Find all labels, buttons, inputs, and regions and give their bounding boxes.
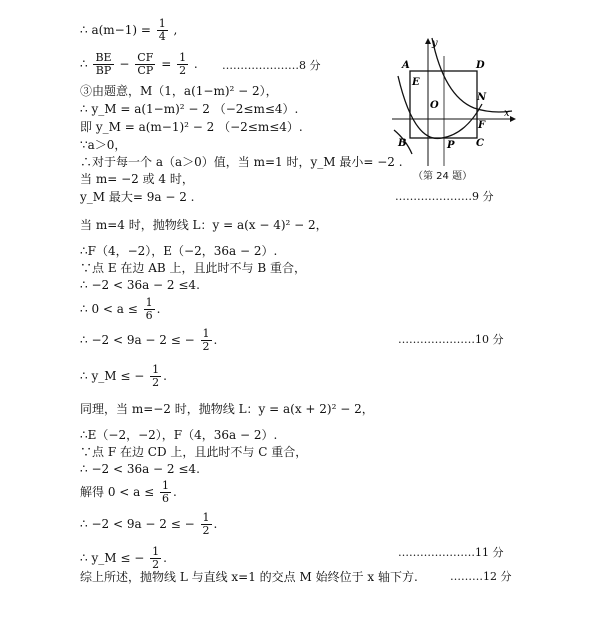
geometry-figure	[392, 36, 522, 171]
label-f: F	[478, 120, 486, 131]
score-12: ………12 分	[450, 570, 512, 583]
x-axis-arrow	[510, 116, 516, 122]
label-a: A	[402, 60, 410, 71]
line-10: 当 m=4 时，抛物线 L：y = a(x − 4)² − 2，	[80, 218, 328, 232]
label-b: B	[398, 138, 407, 149]
line-13: ∴ −2 < 36a − 2 ≤4.	[80, 278, 200, 292]
score-8: …………………8 分	[222, 59, 321, 72]
score-10: …………………10 分	[398, 333, 504, 346]
line-21: 解得 0 < a ≤ $\frac{1}{6}$ .	[80, 479, 177, 505]
fraction-half: $\frac{1}{2}$	[179, 51, 187, 77]
fraction: $\frac{1}{4}$	[158, 17, 166, 43]
line-1-text: ∴ a(m−1) =	[80, 23, 155, 37]
line-23: ∴ y_M ≤ − $\frac{1}{2}$ .	[80, 545, 167, 571]
line-19: ∵点 F 在边 CD 上，且此时不与 C 重合，	[80, 445, 308, 459]
line-18: ∴E（−2，−2），F（4，36a − 2）.	[80, 428, 278, 442]
line-9: y_M 最大= 9a − 2 .	[80, 190, 195, 204]
label-d: D	[476, 60, 485, 71]
fraction: $\frac{1}{6}$	[162, 479, 169, 505]
label-y: y	[432, 38, 438, 49]
fraction-be-bp: $\frac{BE}{BP}$	[95, 51, 112, 77]
line-1: ∴ a(m−1) = $\frac{1}{4}$ ,	[80, 17, 178, 43]
line-17: 同理，当 m=−2 时，抛物线 L：y = a(x + 2)² − 2，	[80, 402, 374, 416]
label-n: N	[477, 92, 487, 103]
fraction: $\frac{1}{2}$	[202, 327, 210, 353]
line-16: ∴ y_M ≤ − $\frac{1}{2}$ .	[80, 363, 167, 389]
fraction: $\frac{1}{6}$	[145, 296, 153, 322]
line-4: ∴ y_M = a(1−m)² − 2 （−2≤m≤4）.	[80, 102, 299, 116]
line-12: ∵点 E 在边 AB 上，且此时不与 B 重合，	[80, 261, 306, 275]
y-axis-arrow	[425, 38, 431, 44]
label-p: P	[447, 140, 455, 151]
label-x: x	[504, 108, 510, 119]
fraction-cf-cp: $\frac{CF}{CP}$	[137, 51, 154, 77]
line-3: ③由题意，M（1，a(1−m)² − 2），	[80, 84, 278, 98]
line-22: ∴ −2 < 9a − 2 ≤ − $\frac{1}{2}$ .	[80, 511, 218, 537]
line-11: ∴F（4，−2），E（−2，36a − 2）.	[80, 244, 278, 258]
label-c: C	[476, 138, 484, 149]
fraction: $\frac{1}{2}$	[152, 545, 160, 571]
fraction: $\frac{1}{2}$	[202, 511, 210, 537]
line-15: ∴ −2 < 9a − 2 ≤ − $\frac{1}{2}$ .	[80, 327, 218, 353]
line-2: ∴ $\frac{BE}{BP}$ − $\frac{CF}{CP}$ = $\frac{1}{2}$ .	[80, 51, 198, 77]
fraction: $\frac{1}{2}$	[152, 363, 160, 389]
label-o: O	[430, 100, 439, 111]
line-7: ∴对于每一个 a（a＞0）值，当 m=1 时，y_M 最小= −2 .	[80, 155, 403, 169]
line-8: 当 m= −2 或 4 时，	[80, 172, 194, 186]
line-5: 即 y_M = a(m−1)² − 2 （−2≤m≤4）.	[80, 120, 303, 134]
figure-caption: （第 24 题）	[413, 171, 473, 182]
score-9: …………………9 分	[395, 190, 494, 203]
label-e: E	[412, 77, 420, 88]
line-20: ∴ −2 < 36a − 2 ≤4.	[80, 462, 200, 476]
line-24: 综上所述，抛物线 L 与直线 x=1 的交点 M 始终位于 x 轴下方.	[80, 570, 418, 584]
score-11: …………………11 分	[398, 546, 504, 559]
line-14: ∴ 0 < a ≤ $\frac{1}{6}$ .	[80, 296, 161, 322]
line-6: ∵a＞0，	[80, 138, 127, 152]
